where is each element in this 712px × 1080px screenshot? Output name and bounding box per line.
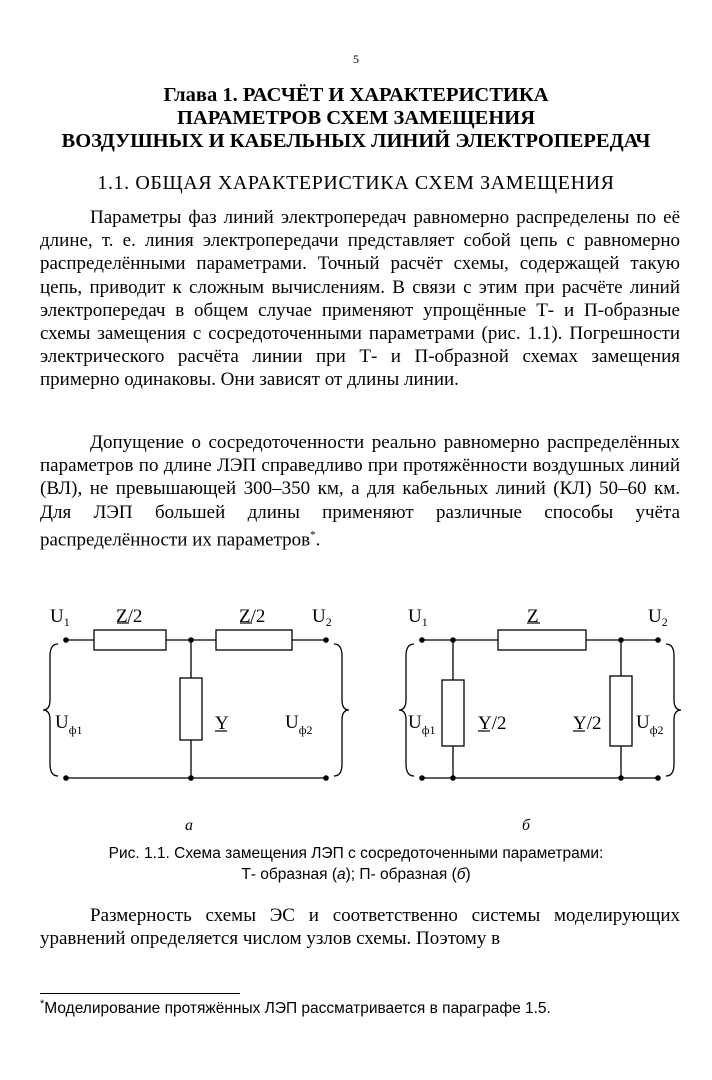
t-u2-label: U	[312, 606, 326, 627]
footnote-text: Моделирование протяжённых ЛЭП рассматривается в параграфе 1.5.	[44, 1000, 551, 1018]
paragraph-1: Параметры фаз линий электропередач равномерно распределены по её длине, т. е. линия электропередачи представляет собой цепь с равномерно распределёнными параметрами. Точный расчёт схемы, содержащей такую цепь, приводит к сложным вычислениям. В связи с этим при расчёте линий электропередач в общем случае применяют упрощённые Т- и П-образные схемы замещения с сосредоточенными параметрами (рис. 1.1). Погрешности электрического расчёта линии при Т- и П-образной схемах замещения примерно одинаковы. Они зависят от длины линии.	[40, 207, 680, 391]
pi-y-left-shunt	[442, 680, 464, 746]
page-number: 5	[353, 52, 359, 66]
t-right-brace	[334, 644, 349, 776]
pi-y-left-label: Y/2	[478, 713, 507, 734]
svg-text:U2	[312, 606, 332, 629]
caption-close-paren: )	[465, 866, 471, 883]
paragraph-2-text: Допущение о сосредоточенности реально равномерно распределённых параметров по длине ЛЭП справедливо при протяжённости воздушных линий (ВЛ), не превышающей 300–350 км, а для кабельных линий (КЛ) 50–60 км. Для ЛЭП большей длины применяют различные способы учёта распределённости их параметров	[40, 432, 680, 551]
pi-u2-label: U	[648, 606, 662, 627]
pi-u1-subscript: 1	[421, 615, 428, 629]
svg-text:Uф1	[55, 712, 83, 737]
t-terminal-2-top	[323, 637, 329, 643]
pi-left-brace	[399, 644, 414, 776]
pi-junction-left-top	[450, 637, 456, 643]
footnote	[40, 998, 680, 1018]
pi-y-right-shunt	[610, 676, 632, 746]
svg-text:U1	[408, 606, 428, 629]
t-junction-bottom	[188, 775, 194, 781]
t-uf1-subscript: ф1	[68, 723, 83, 737]
t-uf2-subscript: ф2	[298, 723, 313, 737]
chapter-title-line-3: ВОЗДУШНЫХ И КАБЕЛЬНЫХ ЛИНИЙ ЭЛЕКТРОПЕРЕДАЧ	[61, 130, 651, 152]
pi-figure-letter: б	[522, 817, 531, 834]
pi-junction-left-bottom	[450, 775, 456, 781]
footnote-reference-mark: *	[310, 528, 316, 541]
footnote-mark: *	[40, 998, 45, 1010]
pi-junction-right-bottom	[618, 775, 624, 781]
t-junction-top	[188, 637, 194, 643]
t-z-left-resistor	[94, 630, 166, 650]
pi-uf2-subscript: ф2	[649, 723, 664, 737]
caption-t-text: Т- образная (	[241, 866, 338, 883]
circuit-diagrams	[30, 598, 690, 840]
t-terminal-2-bottom	[323, 775, 329, 781]
caption-letter-a: а	[337, 866, 346, 883]
t-y-shunt	[180, 678, 202, 740]
section-title: 1.1. ОБЩАЯ ХАРАКТЕРИСТИКА СХЕМ ЗАМЕЩЕНИЯ	[97, 172, 615, 194]
pi-uf1-subscript: ф1	[421, 723, 436, 737]
t-terminal-1-top	[63, 637, 69, 643]
t-uf1-label: U	[55, 712, 69, 733]
pi-z-resistor	[498, 630, 586, 650]
t-y-label: Y	[215, 713, 229, 734]
t-terminal-1-bottom	[63, 775, 69, 781]
pi-u1-label: U	[408, 606, 422, 627]
t-left-brace	[43, 644, 58, 776]
t-u1-subscript: 1	[63, 615, 70, 629]
t-uf2-label: U	[285, 712, 299, 733]
svg-text:Uф2	[285, 712, 313, 737]
t-u2-subscript: 2	[325, 615, 332, 629]
chapter-title	[0, 84, 712, 153]
chapter-title-line-1: Глава 1. РАСЧЁТ И ХАРАКТЕРИСТИКА	[163, 84, 549, 106]
t-figure-letter: а	[185, 817, 193, 834]
t-z-right-label: Z/2	[239, 606, 266, 627]
caption-letter-b: б	[456, 866, 466, 883]
t-u1-label: U	[50, 606, 64, 627]
pi-y-right-label: Y/2	[573, 713, 602, 734]
pi-uf2-label: U	[636, 712, 650, 733]
pi-terminal-1-top	[419, 637, 425, 643]
pi-z-label: Z	[527, 606, 539, 627]
pi-right-brace	[666, 644, 681, 776]
pi-u2-subscript: 2	[661, 615, 668, 629]
pi-terminal-2-top	[655, 637, 661, 643]
caption-line-2	[241, 866, 470, 883]
svg-text:Uф1	[408, 712, 436, 737]
pi-terminal-2-bottom	[655, 775, 661, 781]
chapter-title-line-2: ПАРАМЕТРОВ СХЕМ ЗАМЕЩЕНИЯ	[176, 107, 536, 129]
figure-caption	[0, 843, 712, 885]
caption-pi-text: ); П- образная (	[345, 866, 457, 883]
svg-text:U2	[648, 606, 668, 629]
pi-terminal-1-bottom	[419, 775, 425, 781]
figure-1-1	[30, 598, 690, 845]
pi-junction-right-top	[618, 637, 624, 643]
footnote-divider	[40, 993, 240, 994]
svg-text:Uф2	[636, 712, 664, 737]
paragraph-2	[40, 431, 680, 551]
t-z-left-label: Z/2	[116, 606, 143, 627]
svg-text:U1	[50, 606, 70, 629]
t-z-right-resistor	[216, 630, 292, 650]
pi-uf1-label: U	[408, 712, 422, 733]
paragraph-2-end: .	[315, 529, 321, 551]
paragraph-3: Размерность схемы ЭС и соответственно системы моделирующих уравнений определяется числом узлов схемы. Поэтому в	[40, 905, 680, 950]
caption-line-1: Рис. 1.1. Схема замещения ЛЭП с сосредоточенными параметрами:	[108, 845, 604, 862]
